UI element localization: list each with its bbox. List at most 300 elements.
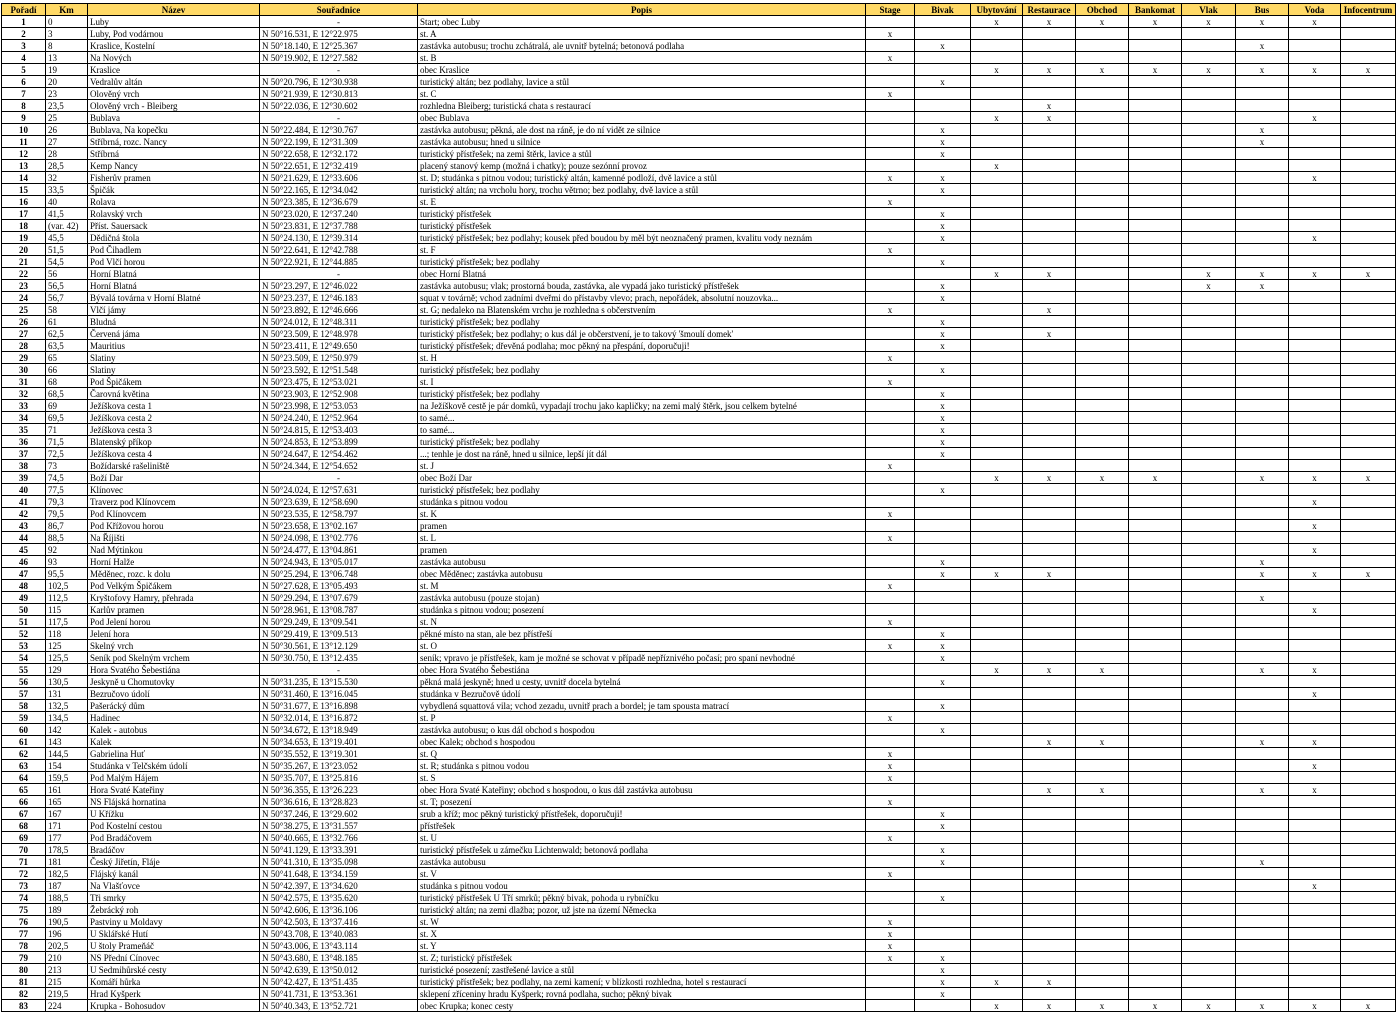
cell-popis[interactable]: zastávka autobusu: [418, 856, 866, 868]
cell-bivak[interactable]: x: [915, 388, 971, 400]
cell-ubytovani[interactable]: [971, 424, 1023, 436]
cell-obchod[interactable]: [1076, 508, 1129, 520]
cell-popis[interactable]: pěkná malá jeskyně; hned u cesty, uvnitř docela bytelná: [418, 676, 866, 688]
cell-ubytovani[interactable]: [971, 496, 1023, 508]
cell-infocentrum[interactable]: [1341, 580, 1396, 592]
cell-popis[interactable]: st. U: [418, 832, 866, 844]
cell-km[interactable]: 51,5: [46, 244, 88, 256]
cell-vlak[interactable]: [1182, 352, 1236, 364]
cell-restaurace[interactable]: x: [1023, 112, 1076, 124]
cell-nazev[interactable]: Fisherův pramen: [88, 172, 260, 184]
cell-bankomat[interactable]: [1129, 904, 1182, 916]
cell-bivak[interactable]: x: [915, 724, 971, 736]
cell-ubytovani[interactable]: [971, 304, 1023, 316]
cell-souradnice[interactable]: N 50°23.639, E 12°58.690: [260, 496, 418, 508]
cell-stage[interactable]: x: [866, 760, 915, 772]
cell-km[interactable]: 28,5: [46, 160, 88, 172]
cell-restaurace[interactable]: x: [1023, 100, 1076, 112]
cell-stage[interactable]: [866, 316, 915, 328]
cell-bivak[interactable]: [915, 160, 971, 172]
cell-voda[interactable]: [1289, 292, 1341, 304]
cell-infocentrum[interactable]: [1341, 160, 1396, 172]
cell-restaurace[interactable]: [1023, 772, 1076, 784]
cell-bus[interactable]: [1236, 112, 1289, 124]
cell-obchod[interactable]: x: [1076, 1000, 1129, 1012]
table-row[interactable]: [2, 772, 1396, 784]
cell-restaurace[interactable]: x: [1023, 304, 1076, 316]
cell-ubytovani[interactable]: x: [971, 64, 1023, 76]
table-row[interactable]: [2, 328, 1396, 340]
cell-bivak[interactable]: [915, 100, 971, 112]
cell-restaurace[interactable]: [1023, 952, 1076, 964]
cell-nazev[interactable]: Červená jáma: [88, 328, 260, 340]
cell-bivak[interactable]: [915, 592, 971, 604]
cell-nazev[interactable]: Horní Halže: [88, 556, 260, 568]
cell-infocentrum[interactable]: [1341, 964, 1396, 976]
cell-bankomat[interactable]: [1129, 652, 1182, 664]
cell-poradi[interactable]: 52: [2, 628, 46, 640]
cell-poradi[interactable]: 74: [2, 892, 46, 904]
cell-vlak[interactable]: [1182, 964, 1236, 976]
cell-infocentrum[interactable]: [1341, 208, 1396, 220]
cell-infocentrum[interactable]: [1341, 700, 1396, 712]
cell-obchod[interactable]: [1076, 52, 1129, 64]
cell-bivak[interactable]: x: [915, 232, 971, 244]
cell-bivak[interactable]: x: [915, 400, 971, 412]
cell-infocentrum[interactable]: [1341, 484, 1396, 496]
cell-km[interactable]: 62,5: [46, 328, 88, 340]
cell-bankomat[interactable]: [1129, 592, 1182, 604]
cell-bivak[interactable]: x: [915, 976, 971, 988]
cell-bus[interactable]: [1236, 748, 1289, 760]
cell-restaurace[interactable]: [1023, 136, 1076, 148]
table-row[interactable]: [2, 172, 1396, 184]
cell-voda[interactable]: [1289, 748, 1341, 760]
cell-voda[interactable]: [1289, 88, 1341, 100]
cell-stage[interactable]: x: [866, 832, 915, 844]
cell-bankomat[interactable]: [1129, 844, 1182, 856]
cell-bankomat[interactable]: [1129, 496, 1182, 508]
cell-ubytovani[interactable]: [971, 436, 1023, 448]
cell-bivak[interactable]: [915, 940, 971, 952]
cell-nazev[interactable]: Kraslice: [88, 64, 260, 76]
cell-voda[interactable]: x: [1289, 568, 1341, 580]
cell-nazev[interactable]: Olověný vrch - Bleiberg: [88, 100, 260, 112]
cell-poradi[interactable]: 18: [2, 220, 46, 232]
cell-obchod[interactable]: [1076, 904, 1129, 916]
cell-obchod[interactable]: [1076, 124, 1129, 136]
cell-infocentrum[interactable]: [1341, 328, 1396, 340]
cell-souradnice[interactable]: N 50°23.237, E 12°46.183: [260, 292, 418, 304]
cell-bankomat[interactable]: [1129, 964, 1182, 976]
cell-infocentrum[interactable]: [1341, 940, 1396, 952]
cell-infocentrum[interactable]: [1341, 892, 1396, 904]
cell-nazev[interactable]: Bublava, Na kopečku: [88, 124, 260, 136]
cell-obchod[interactable]: [1076, 712, 1129, 724]
cell-bankomat[interactable]: [1129, 340, 1182, 352]
cell-restaurace[interactable]: [1023, 688, 1076, 700]
cell-infocentrum[interactable]: [1341, 628, 1396, 640]
cell-bus[interactable]: [1236, 400, 1289, 412]
cell-bankomat[interactable]: [1129, 256, 1182, 268]
cell-km[interactable]: 144,5: [46, 748, 88, 760]
cell-km[interactable]: 56,7: [46, 292, 88, 304]
cell-bivak[interactable]: [915, 64, 971, 76]
cell-poradi[interactable]: 80: [2, 964, 46, 976]
cell-bus[interactable]: [1236, 388, 1289, 400]
cell-ubytovani[interactable]: x: [971, 1000, 1023, 1012]
cell-voda[interactable]: [1289, 772, 1341, 784]
cell-nazev[interactable]: Seník pod Skelným vrchem: [88, 652, 260, 664]
cell-nazev[interactable]: Slatiny: [88, 364, 260, 376]
cell-stage[interactable]: x: [866, 196, 915, 208]
cell-infocentrum[interactable]: [1341, 820, 1396, 832]
table-row[interactable]: [2, 688, 1396, 700]
cell-km[interactable]: 45,5: [46, 232, 88, 244]
cell-bankomat[interactable]: [1129, 796, 1182, 808]
cell-nazev[interactable]: Studánka v Telčském údolí: [88, 760, 260, 772]
table-row[interactable]: [2, 304, 1396, 316]
cell-bankomat[interactable]: [1129, 952, 1182, 964]
cell-popis[interactable]: vybydlená squattová vila; vchod zezadu, uvnitř prach a bordel; je tam spousta matrací: [418, 700, 866, 712]
cell-voda[interactable]: x: [1289, 760, 1341, 772]
cell-ubytovani[interactable]: [971, 172, 1023, 184]
cell-bankomat[interactable]: [1129, 976, 1182, 988]
cell-restaurace[interactable]: [1023, 724, 1076, 736]
cell-km[interactable]: 71: [46, 424, 88, 436]
cell-obchod[interactable]: [1076, 592, 1129, 604]
cell-poradi[interactable]: 56: [2, 676, 46, 688]
cell-km[interactable]: 143: [46, 736, 88, 748]
cell-km[interactable]: 181: [46, 856, 88, 868]
cell-voda[interactable]: [1289, 916, 1341, 928]
cell-restaurace[interactable]: [1023, 292, 1076, 304]
cell-nazev[interactable]: Bezručovo údolí: [88, 688, 260, 700]
cell-obchod[interactable]: x: [1076, 784, 1129, 796]
cell-restaurace[interactable]: [1023, 424, 1076, 436]
cell-souradnice[interactable]: N 50°23.411, E 12°49.650: [260, 340, 418, 352]
cell-restaurace[interactable]: [1023, 88, 1076, 100]
cell-nazev[interactable]: Boží Dar: [88, 472, 260, 484]
cell-souradnice[interactable]: N 50°34.672, E 13°18.949: [260, 724, 418, 736]
cell-bivak[interactable]: [915, 472, 971, 484]
cell-infocentrum[interactable]: [1341, 772, 1396, 784]
cell-obchod[interactable]: [1076, 868, 1129, 880]
cell-popis[interactable]: st. X: [418, 928, 866, 940]
cell-km[interactable]: 112,5: [46, 592, 88, 604]
table-row[interactable]: [2, 280, 1396, 292]
cell-voda[interactable]: x: [1289, 664, 1341, 676]
cell-restaurace[interactable]: [1023, 340, 1076, 352]
cell-bus[interactable]: [1236, 976, 1289, 988]
cell-km[interactable]: 190,5: [46, 916, 88, 928]
cell-bankomat[interactable]: [1129, 568, 1182, 580]
cell-restaurace[interactable]: x: [1023, 64, 1076, 76]
cell-infocentrum[interactable]: [1341, 304, 1396, 316]
cell-voda[interactable]: [1289, 640, 1341, 652]
cell-km[interactable]: 92: [46, 544, 88, 556]
cell-obchod[interactable]: [1076, 316, 1129, 328]
cell-bus[interactable]: [1236, 904, 1289, 916]
cell-bivak[interactable]: x: [915, 652, 971, 664]
cell-souradnice[interactable]: N 50°31.460, E 13°16.045: [260, 688, 418, 700]
cell-nazev[interactable]: U Sedmihůrské cesty: [88, 964, 260, 976]
cell-restaurace[interactable]: [1023, 448, 1076, 460]
cell-infocentrum[interactable]: [1341, 100, 1396, 112]
cell-bankomat[interactable]: [1129, 640, 1182, 652]
cell-infocentrum[interactable]: [1341, 520, 1396, 532]
cell-bivak[interactable]: [915, 496, 971, 508]
cell-voda[interactable]: [1289, 952, 1341, 964]
cell-souradnice[interactable]: N 50°22.921, E 12°44.885: [260, 256, 418, 268]
cell-ubytovani[interactable]: [971, 100, 1023, 112]
cell-km[interactable]: 142: [46, 724, 88, 736]
cell-ubytovani[interactable]: [971, 604, 1023, 616]
cell-stage[interactable]: [866, 292, 915, 304]
cell-km[interactable]: 182,5: [46, 868, 88, 880]
table-row[interactable]: [2, 664, 1396, 676]
cell-bankomat[interactable]: [1129, 136, 1182, 148]
cell-restaurace[interactable]: [1023, 916, 1076, 928]
table-row[interactable]: [2, 208, 1396, 220]
cell-popis[interactable]: turistický přístřešek; bez podlahy: [418, 436, 866, 448]
cell-bus[interactable]: [1236, 700, 1289, 712]
cell-nazev[interactable]: Ježíškova cesta 4: [88, 448, 260, 460]
cell-voda[interactable]: x: [1289, 64, 1341, 76]
cell-bus[interactable]: x: [1236, 472, 1289, 484]
cell-vlak[interactable]: [1182, 52, 1236, 64]
cell-stage[interactable]: x: [866, 940, 915, 952]
cell-infocentrum[interactable]: [1341, 232, 1396, 244]
cell-km[interactable]: 219,5: [46, 988, 88, 1000]
cell-stage[interactable]: [866, 904, 915, 916]
cell-nazev[interactable]: Stříbrná, rozc. Nancy: [88, 136, 260, 148]
cell-popis[interactable]: pramen: [418, 520, 866, 532]
cell-bankomat[interactable]: [1129, 988, 1182, 1000]
cell-popis[interactable]: zastávka autobusu (pouze stojan): [418, 592, 866, 604]
cell-bankomat[interactable]: [1129, 604, 1182, 616]
cell-poradi[interactable]: 75: [2, 904, 46, 916]
cell-popis[interactable]: srub a kříž; moc pěkný turistický přístřešek, doporučuji!: [418, 808, 866, 820]
cell-bus[interactable]: [1236, 868, 1289, 880]
cell-vlak[interactable]: [1182, 364, 1236, 376]
cell-ubytovani[interactable]: [971, 376, 1023, 388]
cell-vlak[interactable]: [1182, 400, 1236, 412]
cell-obchod[interactable]: [1076, 880, 1129, 892]
cell-stage[interactable]: x: [866, 304, 915, 316]
cell-bus[interactable]: [1236, 628, 1289, 640]
table-row[interactable]: [2, 724, 1396, 736]
cell-km[interactable]: 188,5: [46, 892, 88, 904]
cell-bus[interactable]: [1236, 304, 1289, 316]
cell-infocentrum[interactable]: [1341, 928, 1396, 940]
table-row[interactable]: [2, 220, 1396, 232]
cell-bus[interactable]: [1236, 772, 1289, 784]
cell-infocentrum[interactable]: [1341, 844, 1396, 856]
table-row[interactable]: [2, 40, 1396, 52]
cell-bankomat[interactable]: [1129, 916, 1182, 928]
cell-voda[interactable]: [1289, 928, 1341, 940]
cell-voda[interactable]: x: [1289, 172, 1341, 184]
cell-bivak[interactable]: x: [915, 136, 971, 148]
cell-voda[interactable]: x: [1289, 688, 1341, 700]
cell-obchod[interactable]: [1076, 808, 1129, 820]
cell-poradi[interactable]: 32: [2, 388, 46, 400]
cell-restaurace[interactable]: [1023, 592, 1076, 604]
cell-popis[interactable]: st. C: [418, 88, 866, 100]
table-row[interactable]: [2, 652, 1396, 664]
cell-bivak[interactable]: x: [915, 856, 971, 868]
cell-ubytovani[interactable]: [971, 748, 1023, 760]
cell-bus[interactable]: [1236, 316, 1289, 328]
cell-ubytovani[interactable]: x: [971, 16, 1023, 28]
table-row[interactable]: [2, 520, 1396, 532]
table-row[interactable]: [2, 856, 1396, 868]
cell-poradi[interactable]: 27: [2, 328, 46, 340]
cell-bivak[interactable]: x: [915, 676, 971, 688]
cell-nazev[interactable]: Tři smrky: [88, 892, 260, 904]
cell-vlak[interactable]: [1182, 244, 1236, 256]
cell-nazev[interactable]: U Sklářské Hutí: [88, 928, 260, 940]
cell-bivak[interactable]: x: [915, 292, 971, 304]
cell-infocentrum[interactable]: x: [1341, 472, 1396, 484]
cell-infocentrum[interactable]: [1341, 436, 1396, 448]
cell-vlak[interactable]: [1182, 328, 1236, 340]
cell-bankomat[interactable]: [1129, 292, 1182, 304]
cell-km[interactable]: 69: [46, 400, 88, 412]
table-row[interactable]: [2, 832, 1396, 844]
cell-nazev[interactable]: Gabrielina Huť: [88, 748, 260, 760]
cell-nazev[interactable]: Pod Velkým Špičákem: [88, 580, 260, 592]
cell-restaurace[interactable]: [1023, 628, 1076, 640]
cell-restaurace[interactable]: [1023, 364, 1076, 376]
cell-popis[interactable]: ...; tenhle je dost na ráně, hned u silnice, lepší jít dál: [418, 448, 866, 460]
cell-popis[interactable]: zastávka autobusu; vlak; prostorná bouda, zastávka, ale vypadá jako turistický přístřešek: [418, 280, 866, 292]
cell-restaurace[interactable]: [1023, 580, 1076, 592]
table-row[interactable]: [2, 88, 1396, 100]
cell-obchod[interactable]: [1076, 352, 1129, 364]
cell-obchod[interactable]: [1076, 580, 1129, 592]
cell-infocentrum[interactable]: [1341, 976, 1396, 988]
cell-poradi[interactable]: 54: [2, 652, 46, 664]
cell-km[interactable]: 213: [46, 964, 88, 976]
cell-infocentrum[interactable]: [1341, 664, 1396, 676]
cell-vlak[interactable]: [1182, 928, 1236, 940]
cell-restaurace[interactable]: [1023, 40, 1076, 52]
cell-infocentrum[interactable]: [1341, 760, 1396, 772]
cell-ubytovani[interactable]: [971, 412, 1023, 424]
cell-infocentrum[interactable]: [1341, 832, 1396, 844]
cell-bankomat[interactable]: [1129, 88, 1182, 100]
table-row[interactable]: [2, 484, 1396, 496]
cell-bus[interactable]: [1236, 196, 1289, 208]
cell-voda[interactable]: x: [1289, 604, 1341, 616]
cell-bivak[interactable]: [915, 376, 971, 388]
cell-stage[interactable]: [866, 148, 915, 160]
cell-restaurace[interactable]: [1023, 904, 1076, 916]
cell-infocentrum[interactable]: [1341, 784, 1396, 796]
cell-bus[interactable]: x: [1236, 40, 1289, 52]
cell-souradnice[interactable]: N 50°24.815, E 12°53.403: [260, 424, 418, 436]
cell-popis[interactable]: st. G; nedaleko na Blatenském vrchu je rozhledna s občerstvením: [418, 304, 866, 316]
cell-vlak[interactable]: [1182, 220, 1236, 232]
cell-ubytovani[interactable]: [971, 796, 1023, 808]
cell-popis[interactable]: st. M: [418, 580, 866, 592]
cell-nazev[interactable]: Pod Čihadlem: [88, 244, 260, 256]
cell-obchod[interactable]: [1076, 652, 1129, 664]
cell-infocentrum[interactable]: [1341, 796, 1396, 808]
cell-ubytovani[interactable]: [971, 52, 1023, 64]
cell-voda[interactable]: [1289, 28, 1341, 40]
table-row[interactable]: [2, 388, 1396, 400]
cell-poradi[interactable]: 16: [2, 196, 46, 208]
cell-infocentrum[interactable]: [1341, 724, 1396, 736]
cell-obchod[interactable]: [1076, 208, 1129, 220]
cell-bankomat[interactable]: [1129, 220, 1182, 232]
cell-vlak[interactable]: [1182, 688, 1236, 700]
cell-ubytovani[interactable]: [971, 724, 1023, 736]
cell-obchod[interactable]: [1076, 856, 1129, 868]
cell-obchod[interactable]: x: [1076, 64, 1129, 76]
cell-restaurace[interactable]: x: [1023, 16, 1076, 28]
cell-voda[interactable]: x: [1289, 544, 1341, 556]
cell-poradi[interactable]: 46: [2, 556, 46, 568]
cell-popis[interactable]: st. R; studánka s pitnou vodou: [418, 760, 866, 772]
cell-popis[interactable]: st. I: [418, 376, 866, 388]
cell-poradi[interactable]: 15: [2, 184, 46, 196]
cell-poradi[interactable]: 43: [2, 520, 46, 532]
cell-bus[interactable]: x: [1236, 592, 1289, 604]
cell-poradi[interactable]: 68: [2, 820, 46, 832]
cell-bus[interactable]: [1236, 796, 1289, 808]
cell-bankomat[interactable]: [1129, 40, 1182, 52]
cell-km[interactable]: 0: [46, 16, 88, 28]
cell-poradi[interactable]: 24: [2, 292, 46, 304]
cell-bus[interactable]: [1236, 712, 1289, 724]
cell-souradnice[interactable]: N 50°24.240, E 12°52.964: [260, 412, 418, 424]
cell-bivak[interactable]: x: [915, 988, 971, 1000]
cell-bankomat[interactable]: [1129, 100, 1182, 112]
cell-obchod[interactable]: [1076, 772, 1129, 784]
cell-restaurace[interactable]: [1023, 544, 1076, 556]
cell-restaurace[interactable]: [1023, 352, 1076, 364]
cell-poradi[interactable]: 60: [2, 724, 46, 736]
cell-bivak[interactable]: [915, 832, 971, 844]
col-restaurace[interactable]: Restaurace: [1023, 4, 1076, 16]
cell-ubytovani[interactable]: [971, 352, 1023, 364]
cell-bankomat[interactable]: [1129, 784, 1182, 796]
cell-nazev[interactable]: Kalek: [88, 736, 260, 748]
cell-vlak[interactable]: [1182, 448, 1236, 460]
cell-popis[interactable]: turistický přístřešek; bez podlahy: [418, 388, 866, 400]
cell-vlak[interactable]: [1182, 88, 1236, 100]
cell-voda[interactable]: [1289, 316, 1341, 328]
cell-voda[interactable]: [1289, 676, 1341, 688]
cell-stage[interactable]: [866, 340, 915, 352]
cell-vlak[interactable]: [1182, 832, 1236, 844]
table-row[interactable]: [2, 796, 1396, 808]
cell-bus[interactable]: [1236, 520, 1289, 532]
cell-vlak[interactable]: [1182, 952, 1236, 964]
cell-popis[interactable]: st. J: [418, 460, 866, 472]
cell-bus[interactable]: [1236, 808, 1289, 820]
cell-popis[interactable]: st. V: [418, 868, 866, 880]
cell-voda[interactable]: x: [1289, 736, 1341, 748]
cell-bus[interactable]: [1236, 496, 1289, 508]
cell-km[interactable]: 125,5: [46, 652, 88, 664]
cell-stage[interactable]: [866, 592, 915, 604]
cell-bivak[interactable]: x: [915, 700, 971, 712]
